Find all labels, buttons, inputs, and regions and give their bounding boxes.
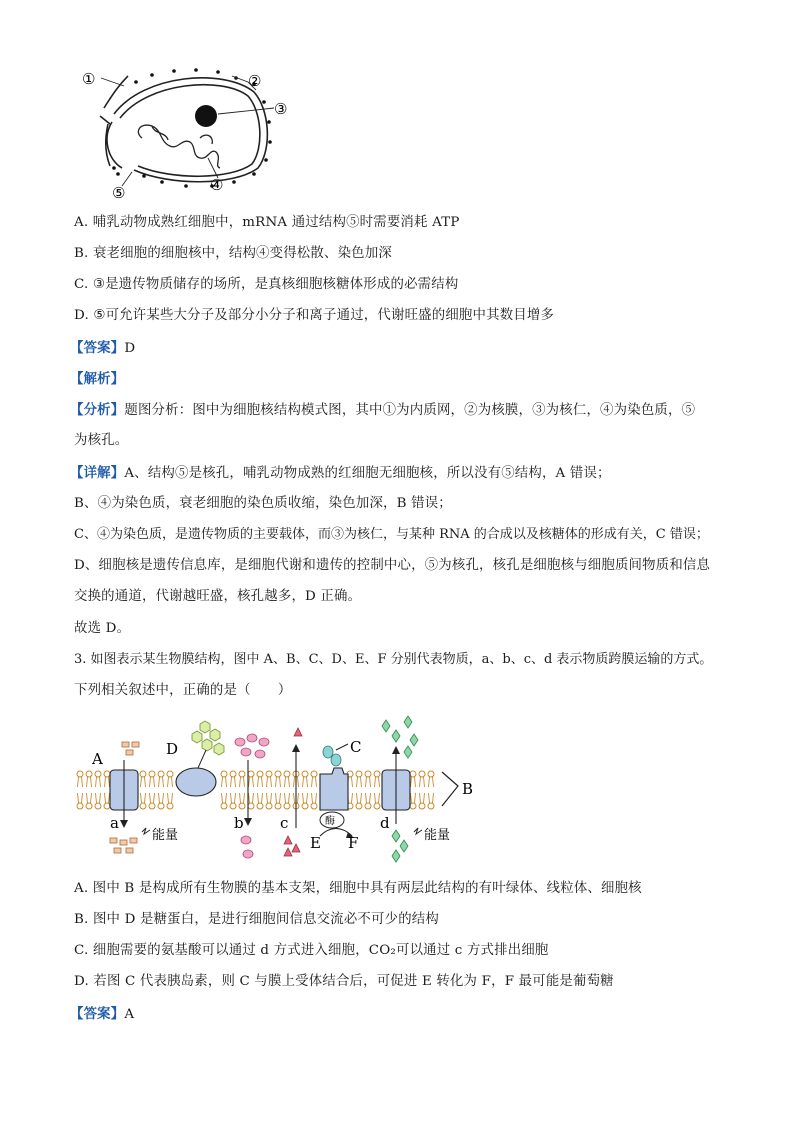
fenxi-text: 题图分析：图中为细胞核结构模式图，其中①为内质网，②为核膜，③为核仁，④为染色质，⑤ — [124, 403, 696, 418]
answer-value: D — [124, 341, 136, 356]
protein-d — [176, 768, 216, 796]
q2-detail-line1 — [70, 464, 611, 483]
q2-detail-line4: D、细胞核是遗传信息库，是细胞代谢和遗传的控制中心，⑤为核孔，核孔是细胞核与细胞质间物质和信息 — [74, 558, 711, 573]
q3-answer — [70, 1005, 134, 1024]
q2-option-b: B. 衰老细胞的细胞核中，结构④变得松散、染色加深 — [74, 246, 392, 261]
q3-stem-line1: 3. 如图表示某生物膜结构，图中 A、B、C、D、E、F 分别代表物质，a、b、c、d 表示物质跨膜运输的方式。 — [74, 652, 713, 667]
answer-tag: 【答案】 — [70, 1006, 125, 1022]
label-1: ① — [82, 70, 96, 88]
q2-answer — [70, 339, 135, 358]
q3-option-d: D. 若图 C 代表胰岛素，则 C 与膜上受体结合后，可促进 E 转化为 F，F 最可能是葡萄糖 — [74, 974, 614, 989]
bracket-b — [442, 772, 458, 806]
label-c: c — [280, 814, 289, 832]
q2-option-d: D. ⑤可允许某些大分子及部分小分子和离子通过，代谢旺盛的细胞中其数目增多 — [74, 308, 555, 323]
label-F: F — [348, 834, 359, 852]
q2-detail-line2: B、④为染色质，衰老细胞的染色质收缩，染色加深，B 错误； — [74, 496, 452, 511]
nucleolus — [195, 105, 217, 127]
label-B: B — [462, 780, 474, 798]
q2-fenxi-line2: 为核孔。 — [74, 433, 129, 448]
label-d: d — [380, 814, 390, 832]
energy-label-right: 能量 — [424, 828, 451, 843]
endoplasmic-reticulum — [100, 76, 128, 166]
q3-option-a: A. 图中 B 是构成所有生物膜的基本支架，细胞中具有两层此结构的有叶绿体、线粒体、细胞核 — [74, 881, 642, 896]
label-4: ④ — [210, 176, 224, 194]
enzyme-label: 酶 — [325, 816, 335, 827]
label-3: ③ — [274, 100, 288, 118]
q3-option-c: C. 细胞需要的氨基酸可以通过 d 方式进入细胞，CO₂可以通过 c 方式排出细胞 — [74, 943, 549, 958]
label-b: b — [234, 814, 244, 832]
label-C: C — [350, 738, 362, 756]
detail-tag: 【详解】 — [70, 465, 125, 481]
q2-option-a: A. 哺乳动物成熟红细胞中，mRNA 通过结构⑤时需要消耗 ATP — [74, 215, 460, 230]
label-D: D — [166, 740, 179, 758]
label-E: E — [310, 834, 321, 852]
q2-conclusion: 故选 D。 — [74, 621, 131, 636]
energy-label-left: 能量 — [152, 828, 179, 843]
label-A: A — [92, 750, 103, 768]
label-2: ② — [248, 72, 262, 90]
q2-detail-line5: 交换的通道，代谢越旺盛，核孔越多，D 正确。 — [74, 589, 362, 604]
answer-value: A — [124, 1007, 135, 1022]
q3-option-b: B. 图中 D 是糖蛋白，是进行细胞间信息交流必不可少的结构 — [74, 912, 439, 927]
nuclear-envelope-inner — [120, 85, 260, 177]
q2-analysis-tag — [70, 370, 124, 389]
chromatin — [138, 125, 220, 168]
analysis-tag: 【解析】 — [70, 371, 125, 387]
label-5: ⑤ — [112, 184, 126, 202]
nucleus-diagram — [74, 62, 304, 204]
detail-text: A、结构⑤是核孔，哺乳动物成熟的红细胞无细胞核，所以没有⑤结构，A 错误； — [124, 466, 611, 481]
fenxi-tag: 【分析】 — [70, 402, 125, 418]
answer-tag: 【答案】 — [70, 340, 125, 356]
label-a: a — [110, 814, 119, 832]
receptor-protein — [320, 768, 348, 810]
nuclear-envelope-left — [107, 122, 122, 168]
q3-stem-line2: 下列相关叙述中，正确的是（ ） — [74, 683, 292, 698]
q2-fenxi-line1 — [70, 401, 695, 420]
membrane-diagram — [74, 712, 494, 870]
q2-option-c: C. ③是遗传物质储存的场所，是真核细胞核糖体形成的必需结构 — [74, 277, 459, 292]
q2-detail-line3: C、④为染色质，是遗传物质的主要载体，而③为核仁，与某种 RNA 的合成以及核糖体的形成有关，C 错误； — [74, 527, 709, 542]
